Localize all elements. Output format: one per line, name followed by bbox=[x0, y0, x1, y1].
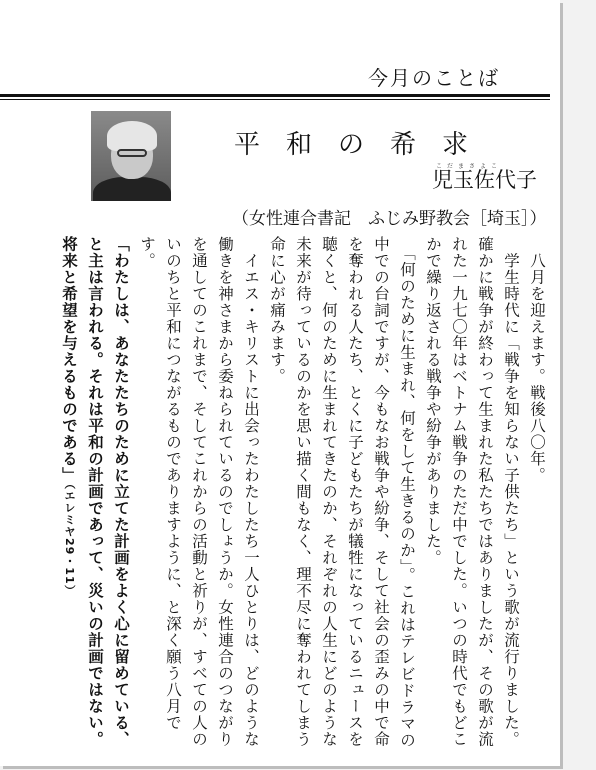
author-affiliation: （女性連合書記 ふじみ野教会［埼玉］） bbox=[232, 209, 547, 229]
article-title: 平和の希求 bbox=[234, 130, 495, 160]
quote-reference: （エレミヤ29・11） bbox=[63, 483, 76, 597]
author-ruby: こだまさよこ bbox=[436, 163, 503, 170]
paragraph: 「何のために生まれ、何をして生きるのか」。これはテレビドラマの中での台詞ですが、今もなお戦争や紛争、そして社会の歪みの中で命を奪われる人たち、とくに子どもたちが犠牲になっているニュースを聴くと、何のために生まれてきたのか、それぞれの人生にどのような未来が待っているのかを思い描く間もなく、理不尽に奪われてしまう命に心が痛みます。 bbox=[268, 236, 416, 749]
article-body bbox=[60, 236, 550, 752]
section-title: 今月のことば bbox=[368, 66, 500, 90]
scripture-quote bbox=[56, 236, 134, 752]
quote-text: 「わたしは、あなたたちのために立てた計画をよく心に留めている、と主は言われる。それは平和の計画であって、災いの計画ではない。将来と希望を与えるものである」 bbox=[60, 236, 130, 748]
paragraph: 八月を迎えます。戦後八〇年。 bbox=[528, 236, 546, 484]
paragraph: イエス・キリストに出会ったわたしたち一人ひとりは、どのような働きを神さまから委ねられているのでしょうか。女性連合のつながりを通してのこれまで、そしてこれからの活動と祈りが、すべての人のいのちと平和につながるものでありますように、と深く願う八月です。 bbox=[138, 236, 260, 748]
header-rule-thin bbox=[0, 99, 550, 100]
header-rule bbox=[0, 94, 550, 97]
author-photo bbox=[91, 111, 171, 201]
author-name: 児玉佐代子 bbox=[432, 168, 537, 192]
paragraph: 学生時代に「戦争を知らない子供たち」という歌が流行りました。確かに戦争が終わって生まれた私たちではありましたが、その歌が流れた一九七〇年はベトナム戦争のただ中でした。いつの時代でもどこかで繰り返される戦争や紛争がありました。 bbox=[424, 236, 520, 748]
